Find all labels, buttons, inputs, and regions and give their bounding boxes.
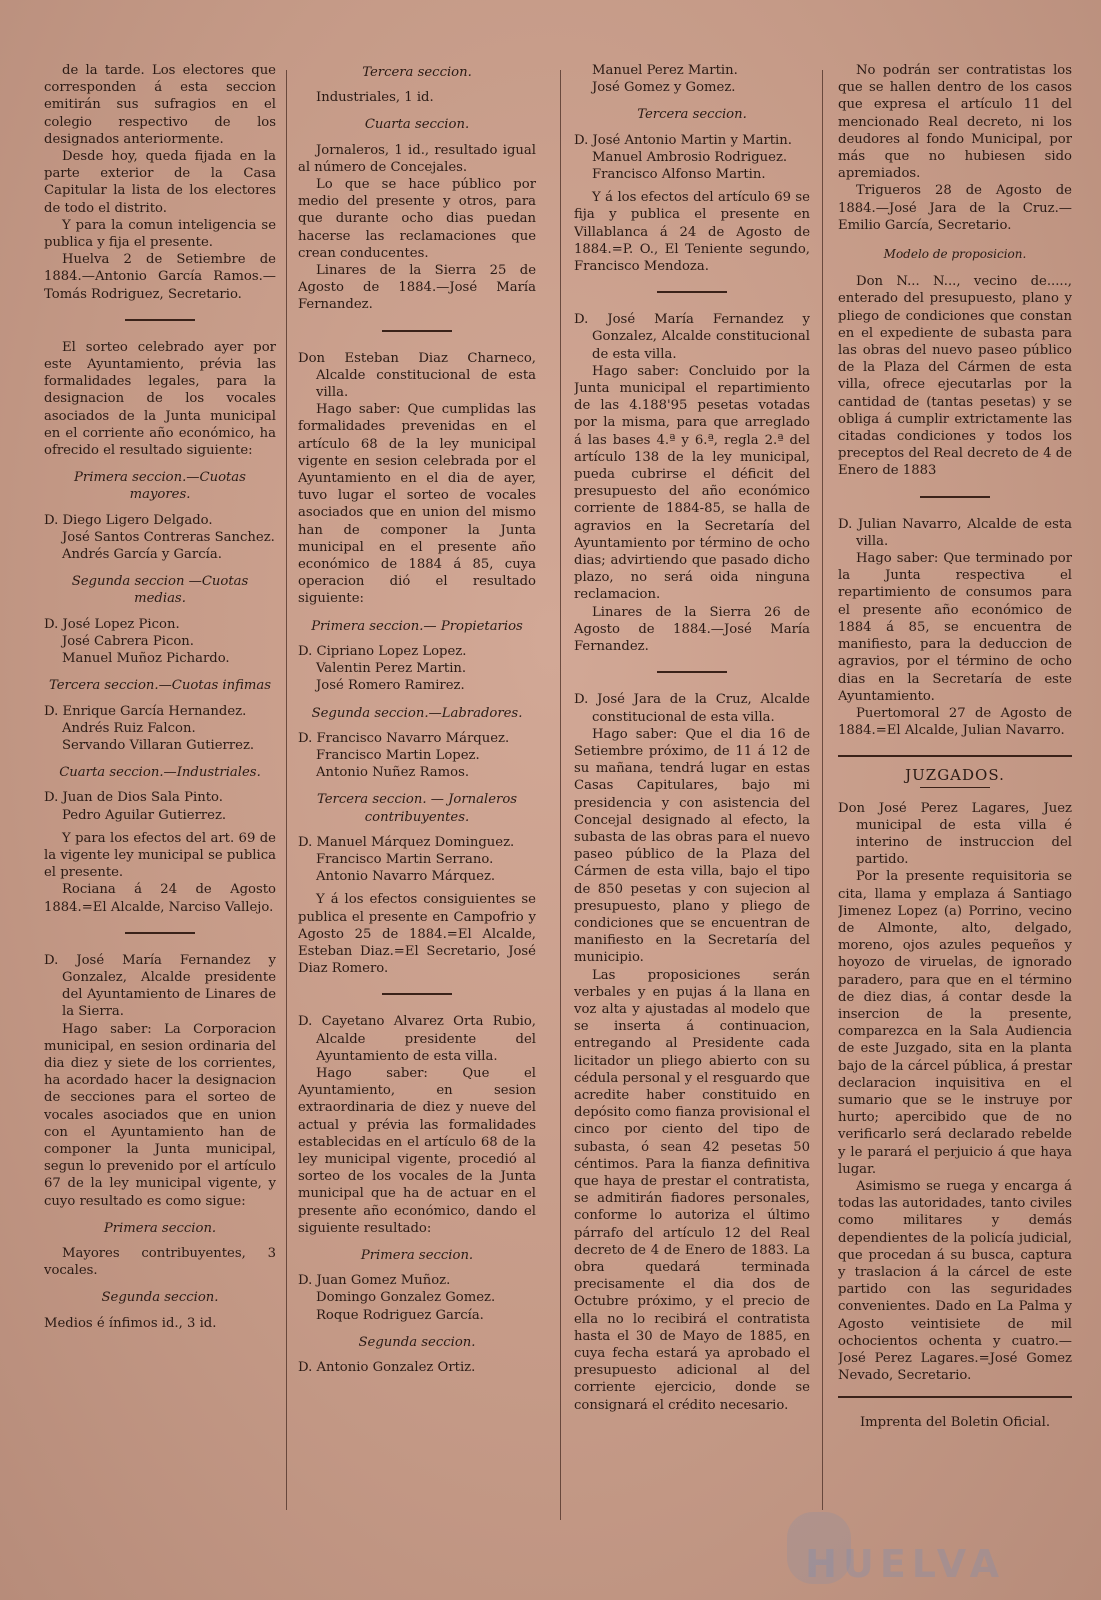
name: José Gomez y Gomez. [592,80,736,96]
paragraph: Industriales, 1 id. [316,90,434,106]
paragraph: Hago saber: Concluido por la Junta municipal el repartimiento de las 4.188'95 pesetas votadas por la misma, para que arreglado á las bases 4.ª y 6.ª, regla 2.ª del artículo 138 de la ley municipal, pueda cubrirse el déficit del presupuesto del año económico corriente de 1884-85, se halla de agravios en la Secretaría del Ayuntamiento por término de ocho dias; advirtiendo que pasado dicho plazo, no será oida ninguna reclamacion. [574,363,810,603]
paragraph: El sorteo celebrado ayer por este Ayuntamiento, prévia las formalidades legales, para la designacion de los vocales asociados de la Junta municipal en el corriente año económico, ha ofrecido el resultado siguiente: [44,339,276,459]
signature: Puertomoral 27 de Agosto de 1884.=El Alcalde, Julian Navarro. [838,705,1072,739]
separator-rule [657,291,727,293]
name: Andrés García y García. [62,547,222,563]
name: D. Juan de Dios Sala Pinto. [44,790,223,806]
printer-imprint: Imprenta del Boletin Oficial. [859,1415,1051,1431]
name-list [298,643,536,695]
paragraph: Hago saber: Que el dia 16 de Setiembre próximo, de 11 á 12 de su mañana, tendrá lugar en estas Casas Capitulares, bajo mi presidencia y con asistencia del Concejal designado al efecto, la subasta de las obras para el nuevo paseo público de la Plaza del Cármen de esta villa, bajo el tipo de 850 pesetas y con sujecion al presupuesto, plano y pliego de condiciones que se encuentran de manifiesto en la Secretaría del municipio. [574,726,810,966]
section-heading: Primera seccion. [103,1220,217,1236]
separator-rule [125,932,195,934]
name: José Romero Ramirez. [316,678,465,694]
section-heading: Modelo de proposicion. [883,247,1027,262]
signature: Rociana á 24 de Agosto 1884.=El Alcalde, Narciso Vallejo. [44,882,276,915]
paragraph: Por la presente requisitoria se cita, llama y emplaza á Santiago Jimenez Lopez (a) Porrino, vecino de Almonte, alto, delgado, moreno, ojos azules pequeños y hoyozo de viruelas, de ignorado paradero, para que en el término de diez dias, á contar desde la insercion de la presente, comparezca en la Sala Audiencia de este Juzgado, sita en la planta bajo de la cárcel pública, á prestar declaracion inquisitiva en el sumario que se le instruye por hurto; apercibido que de no verificarlo será declarado rebelde y le parará el perjuicio á que haya lugar. [838,869,1072,1177]
signature: Huelva 2 de Setiembre de 1884.—Antonio García Ramos.—Tomás Rodriguez, Secretario. [44,252,276,302]
section-rule [838,755,1072,757]
name: Antonio Nuñez Ramos. [316,765,470,781]
name: Servando Villaran Gutierrez. [62,737,255,753]
column-divider [286,70,287,1510]
name: Roque Rodriguez García. [316,1307,484,1323]
notice-header: D. José Jara de la Cruz, Alcalde constitucional de esta villa. [574,692,810,725]
name: D. Antonio Gonzalez Ortiz. [298,1360,476,1375]
paragraph: Y para la comun inteligencia se publica y fija el presente. [44,217,276,251]
section-heading: Tercera seccion. [637,107,747,123]
section-rule [838,1396,1072,1398]
paragraph: Hago saber: Que terminado por la Junta respectiva el repartimiento de consumos para el presente año económico de 1884 á 85, se encuentra de manifiesto, para la deduccion de agravios, por el término de ocho dias en la Secretaría de este Ayuntamiento. [838,551,1072,704]
section-heading: Tercera seccion.—Cuotas infimas [48,678,272,694]
name: Manuel Perez Martin. [592,63,738,78]
section-heading: Tercera seccion. [362,65,472,80]
paragraph: Mayores contribuyentes, 3 vocales. [44,1245,276,1279]
name: Valentin Perez Martin. [316,661,467,677]
section-heading: Primera seccion. [360,1247,474,1263]
name-list [298,1272,536,1324]
signature: Trigueros 28 de Agosto de 1884.—José Jara de la Cruz.—Emilio García, Secretario. [838,183,1072,233]
paragraph: Hago saber: Que cumplidas las formalidades prevenidas en el artículo 68 de la ley municipal vigente en sesion celebrada por el Ayuntamiento en el dia de ayer, tuvo lugar el sorteo de vocales asociados que en union del mismo han de componer la Junta municipal en el presente año económico de 1884 á 85, cuya operacion dió el resultado siguiente: [298,402,536,607]
name: José Cabrera Picon. [62,633,194,649]
paragraph: Asimismo se ruega y encarga á todas las autoridades, tanto civiles como militares y demás dependientes de la policía judicial, que procedan á su busca, captura y traslacion á la cárcel de este partido con las seguridades convenientes. Dado en La Palma y Agosto veintisiete de mil ochocientos ochenta y cuatro.—José Perez Lagares.=José Gomez Nevado, Secretario. [838,1178,1072,1384]
name: D. José Antonio Martin y Martin. [574,132,792,148]
name: D. Cipriano Lopez Lopez. [298,643,467,659]
name: D. Juan Gomez Muñoz. [298,1273,451,1289]
section-heading: Primera seccion.—Cuotas mayores. [74,470,246,503]
name-list [44,512,276,564]
name: Pedro Aguilar Gutierrez. [62,807,227,823]
section-heading: Cuarta seccion. [364,117,470,133]
name-list [298,834,536,886]
paragraph: de la tarde. Los electores que corresponden á esta seccion emitirán sus sufragios en el colegio respectivo de los designados anteriormente. [44,63,276,147]
name: D. Diego Ligero Delgado. [44,512,213,528]
paragraph: Y á los efectos del artículo 69 se fija y publica el presente en Villablanca á 24 de Agosto de 1884.=P. O., El Teniente segundo, Francisco Mendoza. [574,190,810,275]
notice-header: D. José María Fernandez y Gonzalez, Alcalde presidente del Ayuntamiento de Linares de la Sierra. [44,952,276,1020]
name: Francisco Martin Lopez. [316,747,480,763]
separator-rule [382,993,452,995]
name: D. José Lopez Picon. [44,616,180,632]
signature: Linares de la Sierra 26 de Agosto de 1884.—José María Fernandez. [574,604,810,655]
name-list [44,703,276,755]
name-list [298,730,536,782]
name-list [44,789,276,823]
section-title: JUZGADOS. [905,766,1005,785]
section-heading: Segunda seccion.—Labradores. [311,705,523,721]
section-heading: Segunda seccion. [358,1334,476,1350]
notice-header: D. Julian Navarro, Alcalde de esta villa. [838,516,1072,549]
name: Manuel Ambrosio Rodriguez. [592,149,788,165]
name: Andrés Ruiz Falcon. [62,720,196,736]
separator-rule [125,319,195,321]
column-divider [560,70,561,1520]
name-list [574,132,810,184]
name-list [298,1359,536,1376]
section-heading: Segunda seccion —Cuotas medias. [71,574,249,607]
paragraph: Don N... N..., vecino de....., enterado del presupuesto, plano y pliego de condiciones que constan en el expediente de subasta para las obras del nuevo paseo público de la Plaza del Cármen de esta villa, ofrece ejecutarlas por la cantidad de (tantas pesetas) y se obliga á cumplir extrictamente las citadas condiciones y todos los preceptos del Real decreto de 4 de Enero de 1883 [838,274,1072,479]
paragraph: No podrán ser contratistas los que se hallen dentro de los casos que expresa el artículo 11 del mencionado Real decreto, ni los deudores al fondo Municipal, por más que no hubiesen sido apremiados. [838,63,1072,182]
section-heading: Tercera seccion. — Jornaleros contribuyentes. [316,792,518,825]
name: José Santos Contreras Sanchez. [62,529,275,545]
name: Francisco Alfonso Martin. [592,167,766,183]
name: D. Francisco Navarro Márquez. [298,730,510,746]
name: Francisco Martin Serrano. [316,851,494,867]
archive-watermark: HUELVA [805,1542,1005,1586]
name: Domingo Gonzalez Gomez. [316,1290,496,1306]
section-heading: Segunda seccion. [101,1290,219,1306]
column-4 [838,62,1072,1560]
column-2 [298,62,536,1560]
name: D. Enrique García Hernandez. [44,703,247,719]
separator-rule [920,496,990,498]
paragraph: Las proposiciones serán verbales y en pujas á la llana en voz alta y ajustadas al modelo que se inserta á continuacion, entregando al Presidente cada licitador un pliego abierto con su cédula personal y el resguardo que acredite haber constituido en depósito como fianza provisional el cinco por ciento del tipo de subasta, ó sean 42 pesetas 50 céntimos. Para la fianza definitiva que haya de prestar el contratista, se admitirán fiadores personales, conforme lo autoriza el último párrafo del artículo 12 del Real decreto de 4 de Enero de 1883. La obra quedará terminada precisamente el dia dos de Octubre próximo, y el precio de ella no lo recibirá el contratista hasta el 30 de Mayo de 1885, en cuya fecha estará ya aprobado el presupuesto adicional al del corriente ejercicio, donde se consignará el crédito necesario. [574,967,810,1413]
separator-rule [657,671,727,673]
notice-header: D. José María Fernandez y Gonzalez, Alcalde constitucional de esta villa. [574,312,810,362]
column-3 [574,62,810,1560]
paragraph: Lo que se hace público por medio del presente y otros, para que durante ocho dias puedan hacerse las reclamaciones que crean conducentes. [298,177,536,261]
name-list [574,62,810,96]
column-divider [822,70,823,1510]
signature: Linares de la Sierra 25 de Agosto de 1884.—José María Fernandez. [298,263,536,313]
name: D. Manuel Márquez Dominguez. [298,834,515,850]
paragraph: Hago saber: La Corporacion municipal, en sesion ordinaria del dia diez y siete de los corrientes, ha acordado hacer la designacion de secciones para el sorteo de vocales asociados que en union con el Ayuntamiento han de componer la Junta municipal, segun lo prevenido por el artículo 67 de la ley municipal vigente, y cuyo resultado es como sigue: [44,1021,276,1209]
notice-header: Don Esteban Diaz Charneco, Alcalde constitucional de esta villa. [298,350,536,401]
paragraph: Y para los efectos del art. 69 de la vigente ley municipal se publica el presente. [44,830,276,881]
notice-header: D. Cayetano Alvarez Orta Rubio, Alcalde presidente del Ayuntamiento de esta villa. [298,1014,536,1064]
section-heading: Primera seccion.— Propietarios [311,618,523,634]
name: Antonio Navarro Márquez. [316,869,496,885]
notice-header: Don José Perez Lagares, Juez municipal de esta villa é interino de instruccion del partido. [838,800,1072,868]
paragraph: Jornaleros, 1 id., resultado igual al número de Concejales. [298,142,536,175]
name: Manuel Muñoz Pichardo. [62,651,230,667]
paragraph: Y á los efectos consiguientes se publica el presente en Campofrio y Agosto 25 de 1884.=El Alcalde, Esteban Diaz.=El Secretario, José Diaz Romero. [298,892,536,977]
column-1 [44,62,276,1560]
title-underline [920,787,990,788]
paragraph: Medios é ínfimos id., 3 id. [44,1315,217,1331]
paragraph: Desde hoy, queda fijada en la parte exterior de la Casa Capitular la lista de los electores de todo el distrito. [44,149,276,216]
paragraph: Hago saber: Que el Ayuntamiento, en sesion extraordinaria de diez y nueve del actual y prévia las formalidades establecidas en el artículo 68 de la ley municipal vigente, procedió al sorteo de los vocales de la Junta municipal que ha de actuar en el presente año económico, dando el siguiente resultado: [298,1065,536,1236]
section-heading: Cuarta seccion.—Industriales. [59,765,261,781]
separator-rule [382,330,452,332]
name-list [44,616,276,668]
